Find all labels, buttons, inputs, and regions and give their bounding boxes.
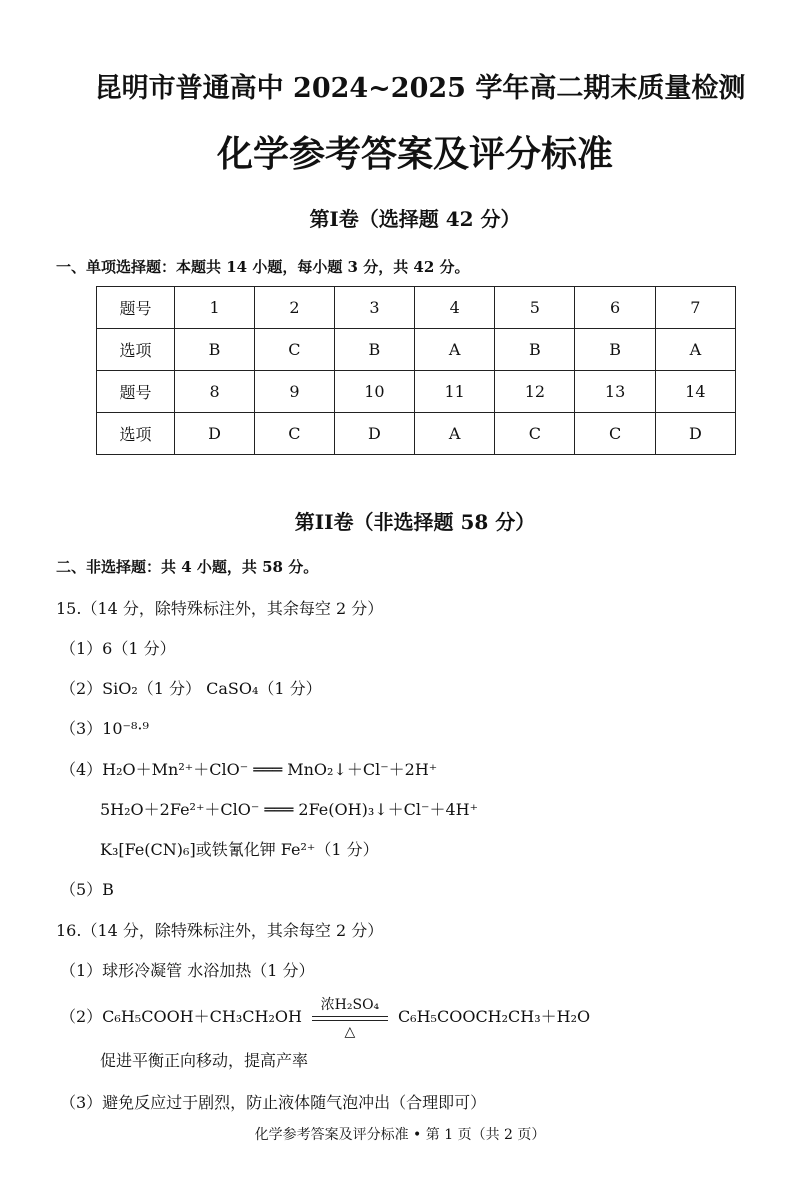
table-cell: C xyxy=(254,413,334,455)
answer-line: （2）SiO₂（1 分） CaSO₄（1 分） xyxy=(60,679,322,698)
condition-heat: △ xyxy=(344,1023,356,1040)
answer-line: 16.（14 分，除特殊标注外，其余每空 2 分） xyxy=(56,921,384,940)
answer-line: （1）球形冷凝管 水浴加热（1 分） xyxy=(60,961,315,980)
table-cell: A xyxy=(415,329,495,371)
table-cell: 4 xyxy=(415,287,495,329)
table-cell: 1 xyxy=(175,287,255,329)
q16-2-equation xyxy=(60,996,591,1040)
table-cell: B xyxy=(575,329,655,371)
table-cell: B xyxy=(175,329,255,371)
answer-line: 5H₂O＋2Fe²⁺＋ClO⁻ ═══ 2Fe(OH)₃↓＋Cl⁻＋4H⁺ xyxy=(100,800,479,819)
table-cell: 2 xyxy=(254,287,334,329)
document-title: 化学参考答案及评分标准 xyxy=(216,133,613,175)
answer-line: （3）避免反应过于剧烈，防止液体随气泡冲出（合理即可） xyxy=(60,1093,487,1112)
table-cell: C xyxy=(495,413,575,455)
table-row xyxy=(97,287,736,329)
exam-title: 昆明市普通高中 2024~2025 学年高二期末质量检测 xyxy=(94,73,746,104)
table-cell: C xyxy=(575,413,655,455)
table-cell: A xyxy=(655,329,735,371)
table-cell: 5 xyxy=(495,287,575,329)
answer-line: （1）6（1 分） xyxy=(60,639,176,658)
table-cell: 选项 xyxy=(97,329,175,371)
table-cell: 3 xyxy=(334,287,414,329)
table-row xyxy=(97,413,736,455)
eq-right: C₆H₅COOCH₂CH₃＋H₂O xyxy=(397,1007,591,1026)
table-cell: 13 xyxy=(575,371,655,413)
answer-line: 促进平衡正向移动，提高产率 xyxy=(100,1051,309,1070)
table-cell: 选项 xyxy=(97,413,175,455)
answer-line: （4）H₂O＋Mn²⁺＋ClO⁻ ═══ MnO₂↓＋Cl⁻＋2H⁺ xyxy=(60,760,438,779)
table-cell: B xyxy=(495,329,575,371)
condition-catalyst: 浓H₂SO₄ xyxy=(320,996,380,1013)
table-cell: C xyxy=(254,329,334,371)
table-cell: 题号 xyxy=(97,287,175,329)
table-cell: D xyxy=(655,413,735,455)
eq-left: （2）C₆H₅COOH＋CH₃CH₂OH xyxy=(60,1007,302,1026)
reversible-arrow xyxy=(310,996,390,1040)
answer-line: K₃[Fe(CN)₆]或铁氰化钾 Fe²⁺（1 分） xyxy=(100,840,379,859)
table-cell: 10 xyxy=(334,371,414,413)
table-cell: 6 xyxy=(575,287,655,329)
answer-line: 15.（14 分，除特殊标注外，其余每空 2 分） xyxy=(56,599,384,618)
table-row xyxy=(97,371,736,413)
table-cell: D xyxy=(175,413,255,455)
table-cell: 12 xyxy=(495,371,575,413)
answer-table xyxy=(96,286,736,455)
part2-instruction: 二、非选择题：共 4 小题，共 58 分。 xyxy=(56,558,319,576)
part2-heading: 第II卷（非选择题 58 分） xyxy=(294,510,536,534)
table-cell: D xyxy=(334,413,414,455)
table-cell: 11 xyxy=(415,371,495,413)
part1-instruction: 一、单项选择题：本题共 14 小题，每小题 3 分，共 42 分。 xyxy=(56,258,470,276)
table-cell: A xyxy=(415,413,495,455)
table-cell: 9 xyxy=(254,371,334,413)
part1-heading: 第I卷（选择题 42 分） xyxy=(309,207,521,231)
table-row xyxy=(97,329,736,371)
table-cell: B xyxy=(334,329,414,371)
table-cell: 7 xyxy=(655,287,735,329)
page-footer: 化学参考答案及评分标准 • 第 1 页（共 2 页） xyxy=(254,1127,546,1143)
table-cell: 14 xyxy=(655,371,735,413)
table-cell: 8 xyxy=(175,371,255,413)
answer-line: （3）10⁻⁸·⁹ xyxy=(60,719,149,738)
answer-line: （5）B xyxy=(60,880,114,899)
table-cell: 题号 xyxy=(97,371,175,413)
